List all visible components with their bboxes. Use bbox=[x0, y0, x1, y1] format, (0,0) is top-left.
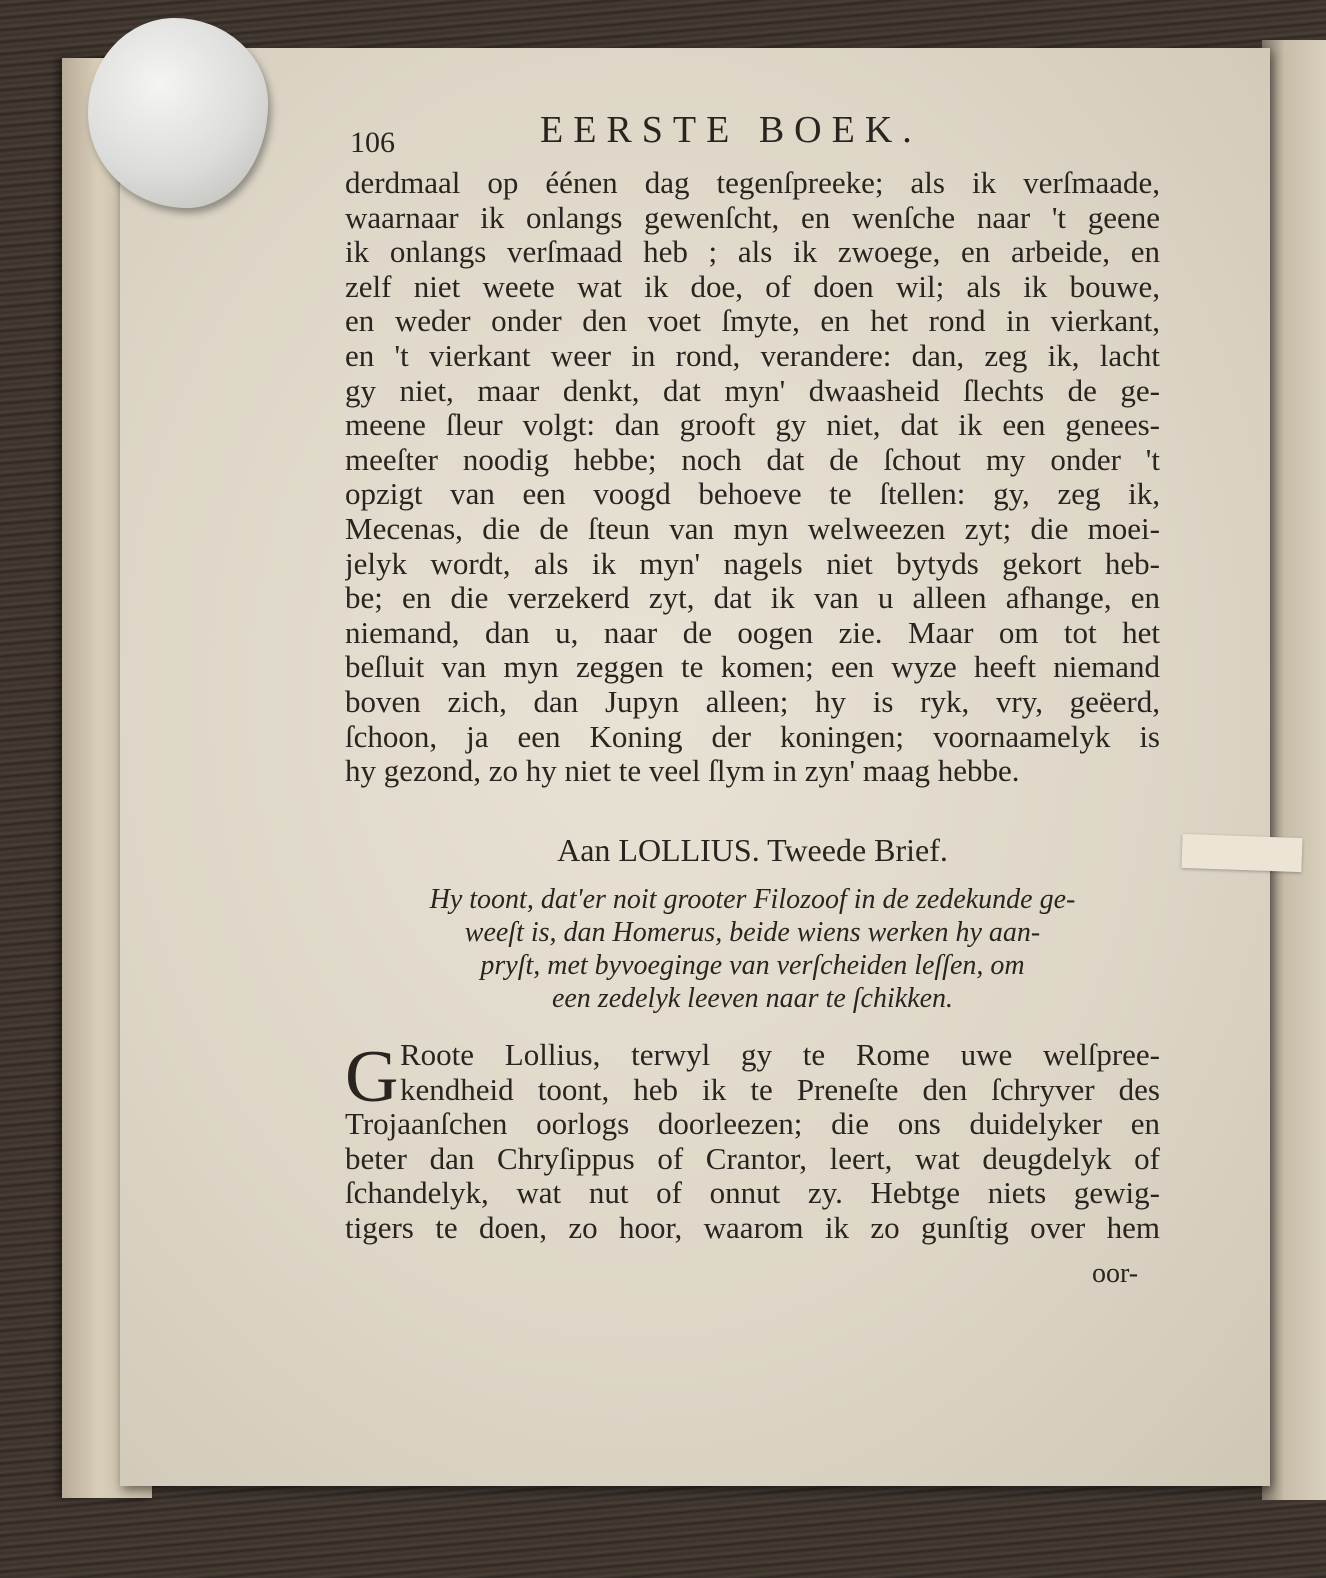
paper-bookmark bbox=[1181, 834, 1302, 872]
text-line: en 't vierkant weer in rond, verandere: dan, zeg ik, lacht bbox=[345, 338, 1160, 373]
text-line: ik onlangs verſmaad heb ; als ik zwoege, en arbeide, en bbox=[345, 235, 1160, 270]
text-line: be; en die verzekerd zyt, dat ik van u alleen afhange, en bbox=[345, 581, 1160, 616]
text-line: waarnaar ik onlangs gewenſcht, en wenſche naar 't geene bbox=[345, 200, 1160, 235]
text-line: derdmaal op éénen dag tegenſpreeke; als ik verſmaade, bbox=[345, 166, 1160, 200]
summary-line: een zedelyk leeven naar te ſchikken. bbox=[551, 983, 954, 1014]
text-line: Roote Lollius, terwyl gy te Rome uwe welſpree- bbox=[400, 1038, 1160, 1072]
page-header bbox=[350, 106, 1160, 159]
paragraph-1 bbox=[345, 166, 1160, 789]
text-line: kendheid toont, heb ik te Preneſte den ſchryver des bbox=[400, 1072, 1160, 1107]
text-line: boven zich, dan Jupyn alleen; hy is ryk, vry, geëerd, bbox=[345, 684, 1160, 719]
text-line: ſchandelyk, wat nut of onnut zy. Hebtge niets gewig- bbox=[345, 1176, 1160, 1211]
text-line: meene ſleur volgt: dan grooft gy niet, dat ik een genees- bbox=[345, 408, 1160, 443]
text-line: Mecenas, die de ſteun van myn welweezen zyt; die moei- bbox=[345, 511, 1160, 546]
summary-line: weeſt is, dan Homerus, beide wiens werken hy aan- bbox=[464, 917, 1041, 948]
paragraph-2 bbox=[345, 1038, 1160, 1246]
text-line: ſchoon, ja een Koning der koningen; voornaamelyk is bbox=[345, 719, 1160, 754]
text-line: beſluit van myn zeggen te komen; een wyze heeft niemand bbox=[345, 650, 1160, 685]
text-line: beter dan Chryſippus of Crantor, leert, wat deugdelyk of bbox=[345, 1141, 1160, 1176]
text-line: gy niet, maar denkt, dat myn' dwaasheid ſlechts de ge- bbox=[345, 373, 1160, 408]
text-line: niemand, dan u, naar de oogen zie. Maar om tot het bbox=[345, 615, 1160, 650]
text-line: zelf niet weete wat ik doe, of doen wil; als ik bouwe, bbox=[345, 269, 1160, 304]
page-number: 106 bbox=[350, 126, 395, 159]
text-line: Trojaanſchen oorlogs doorleezen; die ons duidelyker en bbox=[345, 1107, 1160, 1142]
letter-title: Aan LOLLIUS. Tweede Brief. bbox=[557, 832, 948, 868]
catchword: oor- bbox=[1092, 1258, 1139, 1289]
running-head: EERSTE BOEK. bbox=[540, 109, 922, 151]
text-line: meeſter noodig hebbe; noch dat de ſchout my onder 't bbox=[345, 442, 1160, 477]
facing-page-edge bbox=[1262, 40, 1326, 1500]
text-line: jelyk wordt, als ik myn' nagels niet bytyds gekort heb- bbox=[345, 546, 1160, 581]
text-line: opzigt van een voogd behoeve te ſtellen: gy, zeg ik, bbox=[345, 477, 1160, 512]
letter-summary bbox=[345, 883, 1160, 1015]
summary-line: Hy toont, dat'er noit grooter Filozoof in de zedekunde ge- bbox=[429, 884, 1076, 915]
text-line: tigers te doen, zo hoor, waarom ik zo gunſtig over hem bbox=[345, 1210, 1160, 1245]
text-line: hy gezond, zo hy niet te veel ſlym in zyn' maag hebbe. bbox=[345, 754, 1020, 789]
summary-line: pryſt, met byvoeginge van verſcheiden leſſen, om bbox=[480, 950, 1025, 981]
drop-cap: G bbox=[345, 1036, 399, 1118]
text-line: en weder onder den voet ſmyte, en het rond in vierkant, bbox=[345, 304, 1160, 339]
